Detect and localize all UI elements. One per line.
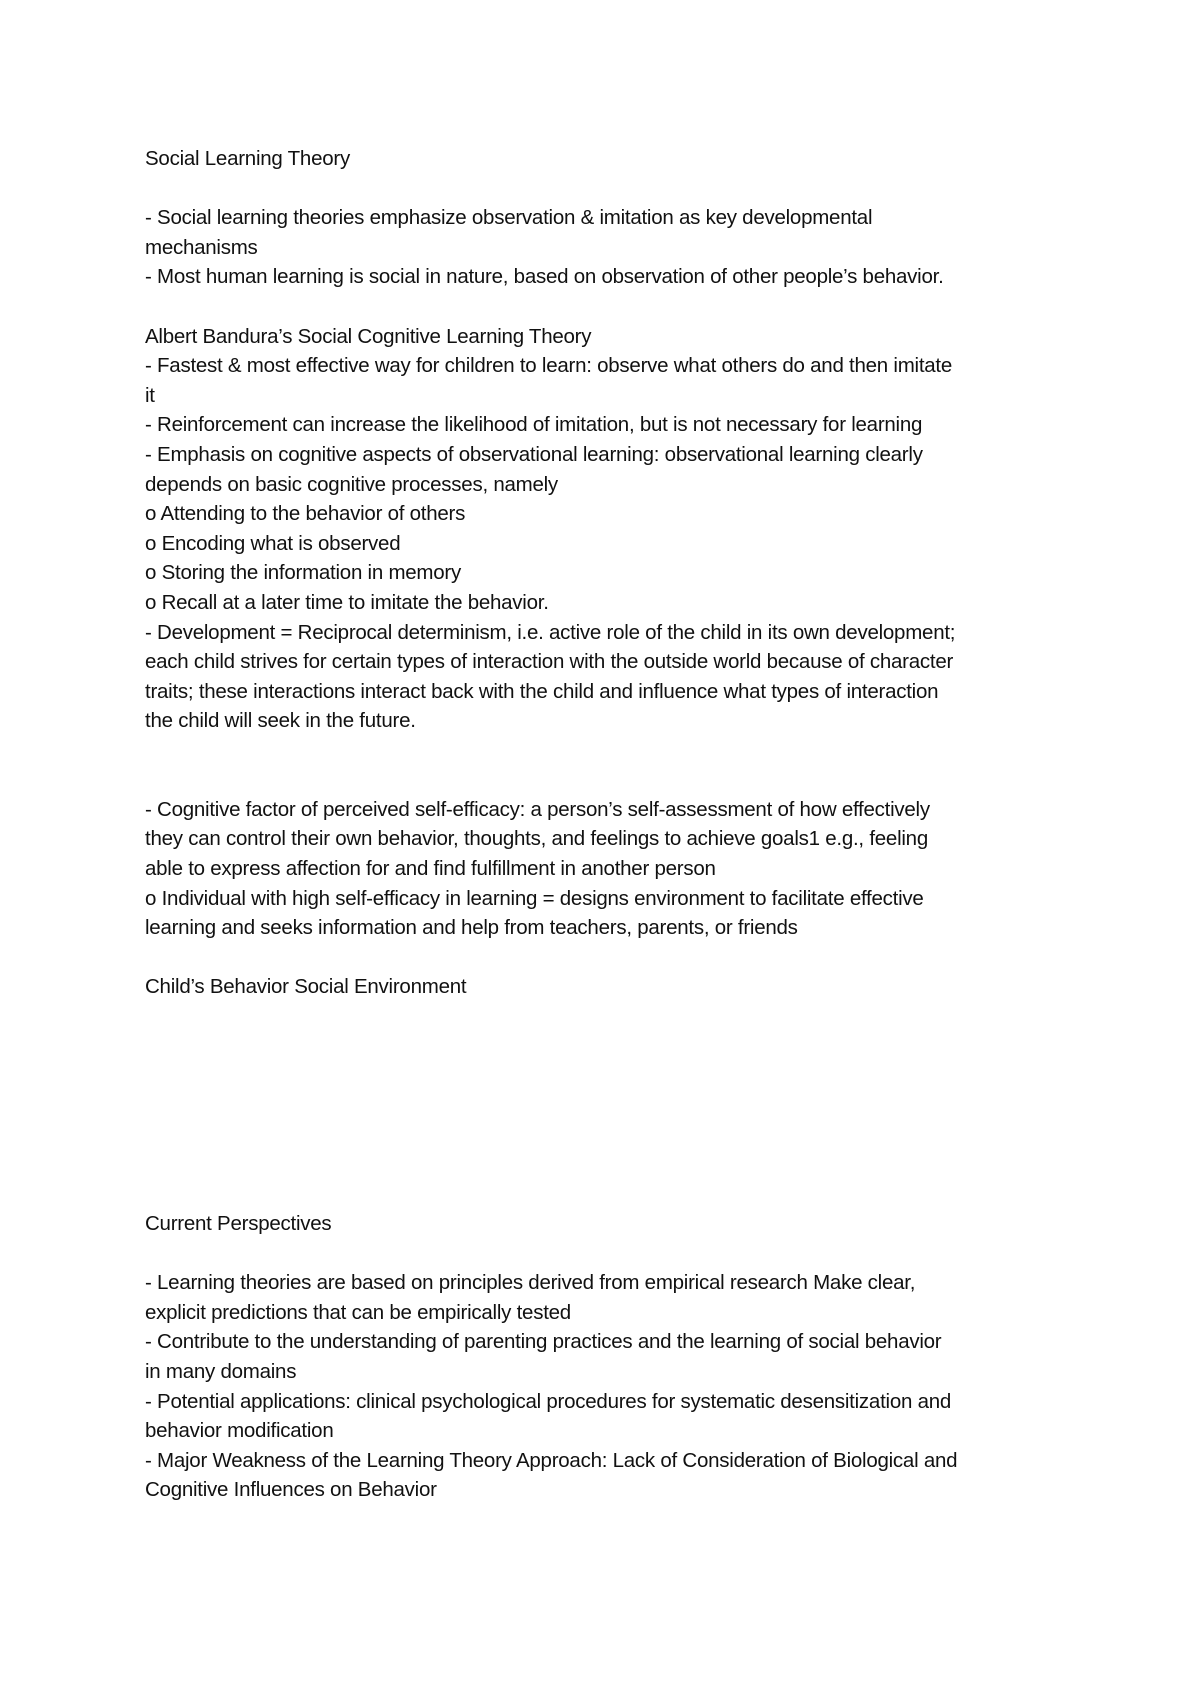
text-line: - Contribute to the understanding of parenting practices and the learning of social behavior [145,1330,942,1354]
document-body [145,144,1075,1505]
text-line: - Learning theories are based on principles derived from empirical research Make clear, [145,1271,916,1295]
text-line: - Most human learning is social in nature, based on observation of other people’s behavior. [145,265,944,289]
text-line: the child will seek in the future. [145,709,416,733]
text-line: - Potential applications: clinical psychological procedures for systematic desensitization and [145,1389,952,1413]
text-line: - Development = Reciprocal determinism, i.e. active role of the child in its own development; [145,620,956,644]
text-line: in many domains [145,1360,297,1383]
text-line: Cognitive Influences on Behavior [145,1478,437,1502]
section-heading-bandura: Albert Bandura’s Social Cognitive Learning Theory [145,324,592,348]
diagram-caption: Child’s Behavior Social Environment [145,975,467,999]
text-line: o Recall at a later time to imitate the behavior. [145,590,549,614]
section-heading-current-perspectives: Current Perspectives [145,1212,332,1236]
text-line: - Emphasis on cognitive aspects of observational learning: observational learning clearly [145,442,923,466]
text-line: behavior modification [145,1419,334,1443]
text-line: o Encoding what is observed [145,531,401,555]
text-line: mechanisms [145,235,258,259]
text-line: - Reinforcement can increase the likelihood of imitation, but is not necessary for learning [145,413,923,437]
text-line: - Cognitive factor of perceived self-efficacy: a person’s self-assessment of how effectively [145,797,930,821]
text-line: it [145,383,155,407]
text-line: depends on basic cognitive processes, namely [145,472,558,496]
text-line: they can control their own behavior, thoughts, and feelings to achieve goals1 e.g., feeling [145,827,928,851]
section-heading-social-learning-theory: Social Learning Theory [145,147,350,170]
text-line: - Social learning theories emphasize observation & imitation as key developmental [145,206,873,230]
text-line: - Major Weakness of the Learning Theory Approach: Lack of Consideration of Biological and [145,1448,958,1472]
text-line: o Attending to the behavior of others [145,502,466,526]
text-line: o Storing the information in memory [145,561,461,585]
text-line: learning and seeks information and help from teachers, parents, or friends [145,916,798,940]
text-line: traits; these interactions interact back with the child and influence what types of interaction [145,679,939,703]
text-line: each child strives for certain types of interaction with the outside world because of character [145,650,954,674]
text-line: explicit predictions that can be empirically tested [145,1300,571,1324]
text-line: o Individual with high self-efficacy in learning = designs environment to facilitate effective [145,886,924,910]
text-line: able to express affection for and find fulfillment in another person [145,857,716,881]
text-line: - Fastest & most effective way for children to learn: observe what others do and then imitate [145,354,953,378]
